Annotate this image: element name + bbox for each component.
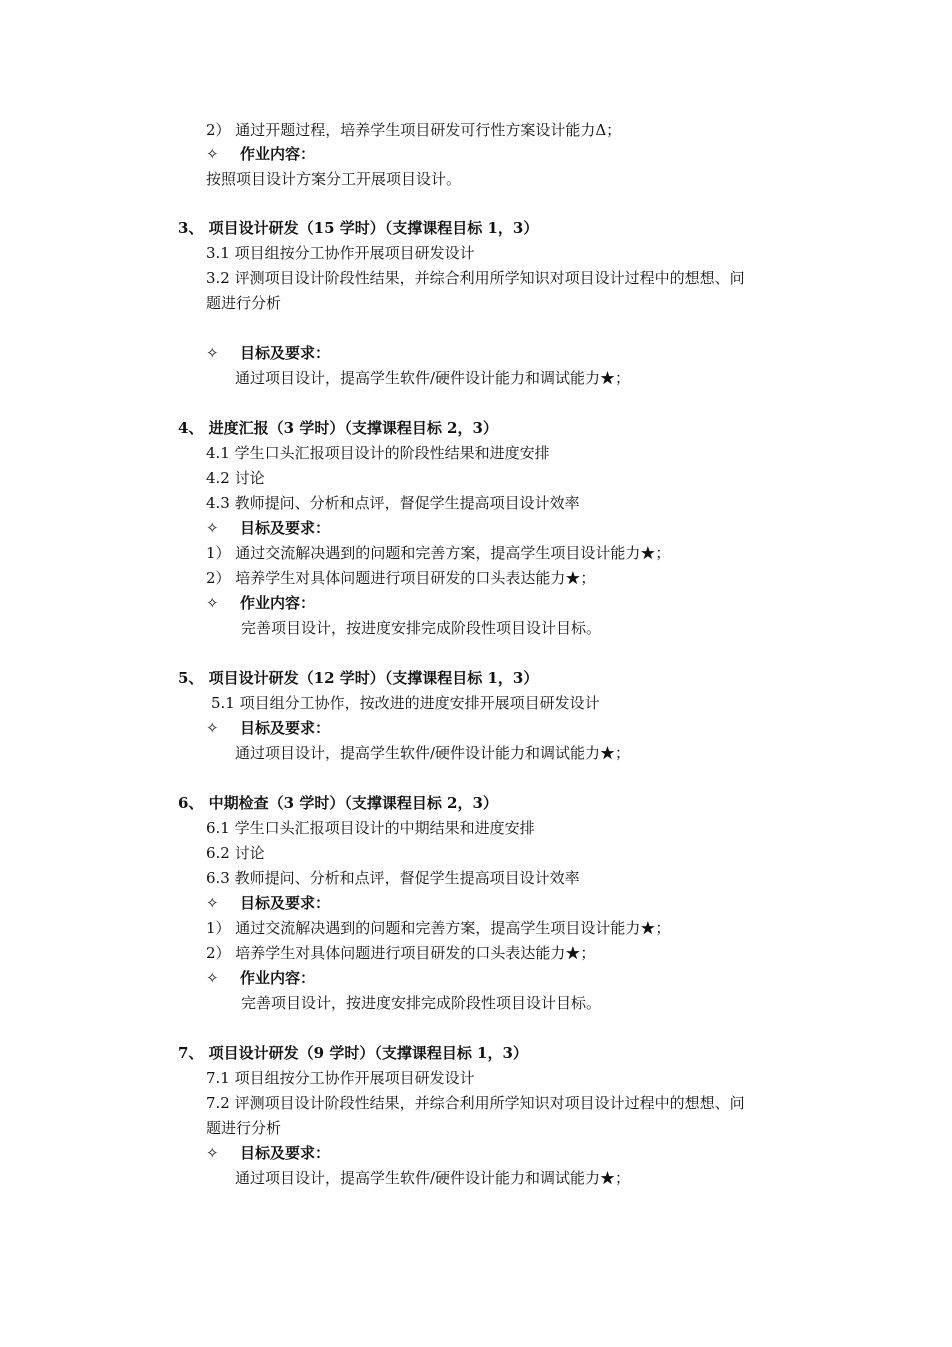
section-6-goal-1: 1） 通过交流解决遇到的问题和完善方案，提高学生项目设计能力★； [206,919,671,937]
intro-homework-text: 按照项目设计方案分工开展项目设计。 [206,170,462,188]
diamond-bullet-icon: ✧ [206,594,219,612]
section-3-item-2-cont: 题进行分析 [206,294,282,312]
section-3-goal-text: 通过项目设计，提高学生软件/硬件设计能力和调试能力★； [235,369,631,387]
section-4-homework-text: 完善项目设计，按进度安排完成阶段性项目设计目标。 [241,619,602,637]
section-6-goal-heading: ✧ 目标及要求： [206,894,331,912]
section-4-goal-1: 1） 通过交流解决遇到的问题和完善方案，提高学生项目设计能力★； [206,544,671,562]
section-5-goal-text: 通过项目设计，提高学生软件/硬件设计能力和调试能力★； [235,744,631,762]
section-4-homework-heading: ✧ 作业内容： [206,594,316,612]
section-6-goal-2: 2） 培养学生对具体问题进行项目研发的口头表达能力★； [206,944,596,962]
section-6-item-1: 6.1 学生口头汇报项目设计的中期结果和进度安排 [206,819,535,837]
section-7-item-2: 7.2 评测项目设计阶段性结果，并综合利用所学知识对项目设计过程中的想想、问 [206,1094,745,1112]
section-7-item-2-cont: 题进行分析 [206,1119,282,1137]
section-4-goal-heading: ✧ 目标及要求： [206,519,331,537]
section-3-goal-heading: ✧ 目标及要求： [206,344,331,362]
section-3-item-1: 3.1 项目组按分工协作开展项目研发设计 [206,244,475,262]
diamond-bullet-icon: ✧ [206,519,219,537]
diamond-bullet-icon: ✧ [206,969,219,987]
intro-goal-2: 2） 通过开题过程，培养学生项目研发可行性方案设计能力Δ； [206,121,622,139]
section-6-item-2: 6.2 讨论 [206,844,265,862]
diamond-bullet-icon: ✧ [206,344,219,362]
section-6-heading: 6、 中期检查（3 学时）（支撑课程目标 2，3） [178,794,498,812]
section-4-goal-2: 2） 培养学生对具体问题进行项目研发的口头表达能力★； [206,569,596,587]
intro-homework-heading: ✧ 作业内容： [206,145,316,163]
section-7-goal-heading: ✧ 目标及要求： [206,1144,331,1162]
section-4-item-3: 4.3 教师提问、分析和点评，督促学生提高项目设计效率 [206,494,580,512]
section-4-item-1: 4.1 学生口头汇报项目设计的阶段性结果和进度安排 [206,444,550,462]
section-5-goal-heading: ✧ 目标及要求： [206,719,331,737]
section-4-item-2: 4.2 讨论 [206,469,265,487]
section-5-item-1: 5.1 项目组分工协作，按改进的进度安排开展项目研发设计 [211,694,600,712]
section-7-goal-text: 通过项目设计，提高学生软件/硬件设计能力和调试能力★； [235,1169,631,1187]
section-3-heading: 3、 项目设计研发（15 学时）（支撑课程目标 1，3） [178,219,539,237]
section-4-heading: 4、 进度汇报（3 学时）（支撑课程目标 2，3） [178,419,498,437]
diamond-bullet-icon: ✧ [206,894,219,912]
diamond-bullet-icon: ✧ [206,145,219,163]
section-7-item-1: 7.1 项目组按分工协作开展项目研发设计 [206,1069,475,1087]
section-5-heading: 5、 项目设计研发（12 学时）（支撑课程目标 1，3） [178,669,539,687]
section-7-heading: 7、 项目设计研发（9 学时）（支撑课程目标 1，3） [178,1044,528,1062]
diamond-bullet-icon: ✧ [206,1144,219,1162]
section-6-homework-heading: ✧ 作业内容： [206,969,316,987]
section-6-homework-text: 完善项目设计，按进度安排完成阶段性项目设计目标。 [241,994,602,1012]
diamond-bullet-icon: ✧ [206,719,219,737]
section-6-item-3: 6.3 教师提问、分析和点评，督促学生提高项目设计效率 [206,869,580,887]
section-3-item-2: 3.2 评测项目设计阶段性结果，并综合利用所学知识对项目设计过程中的想想、问 [206,269,745,287]
